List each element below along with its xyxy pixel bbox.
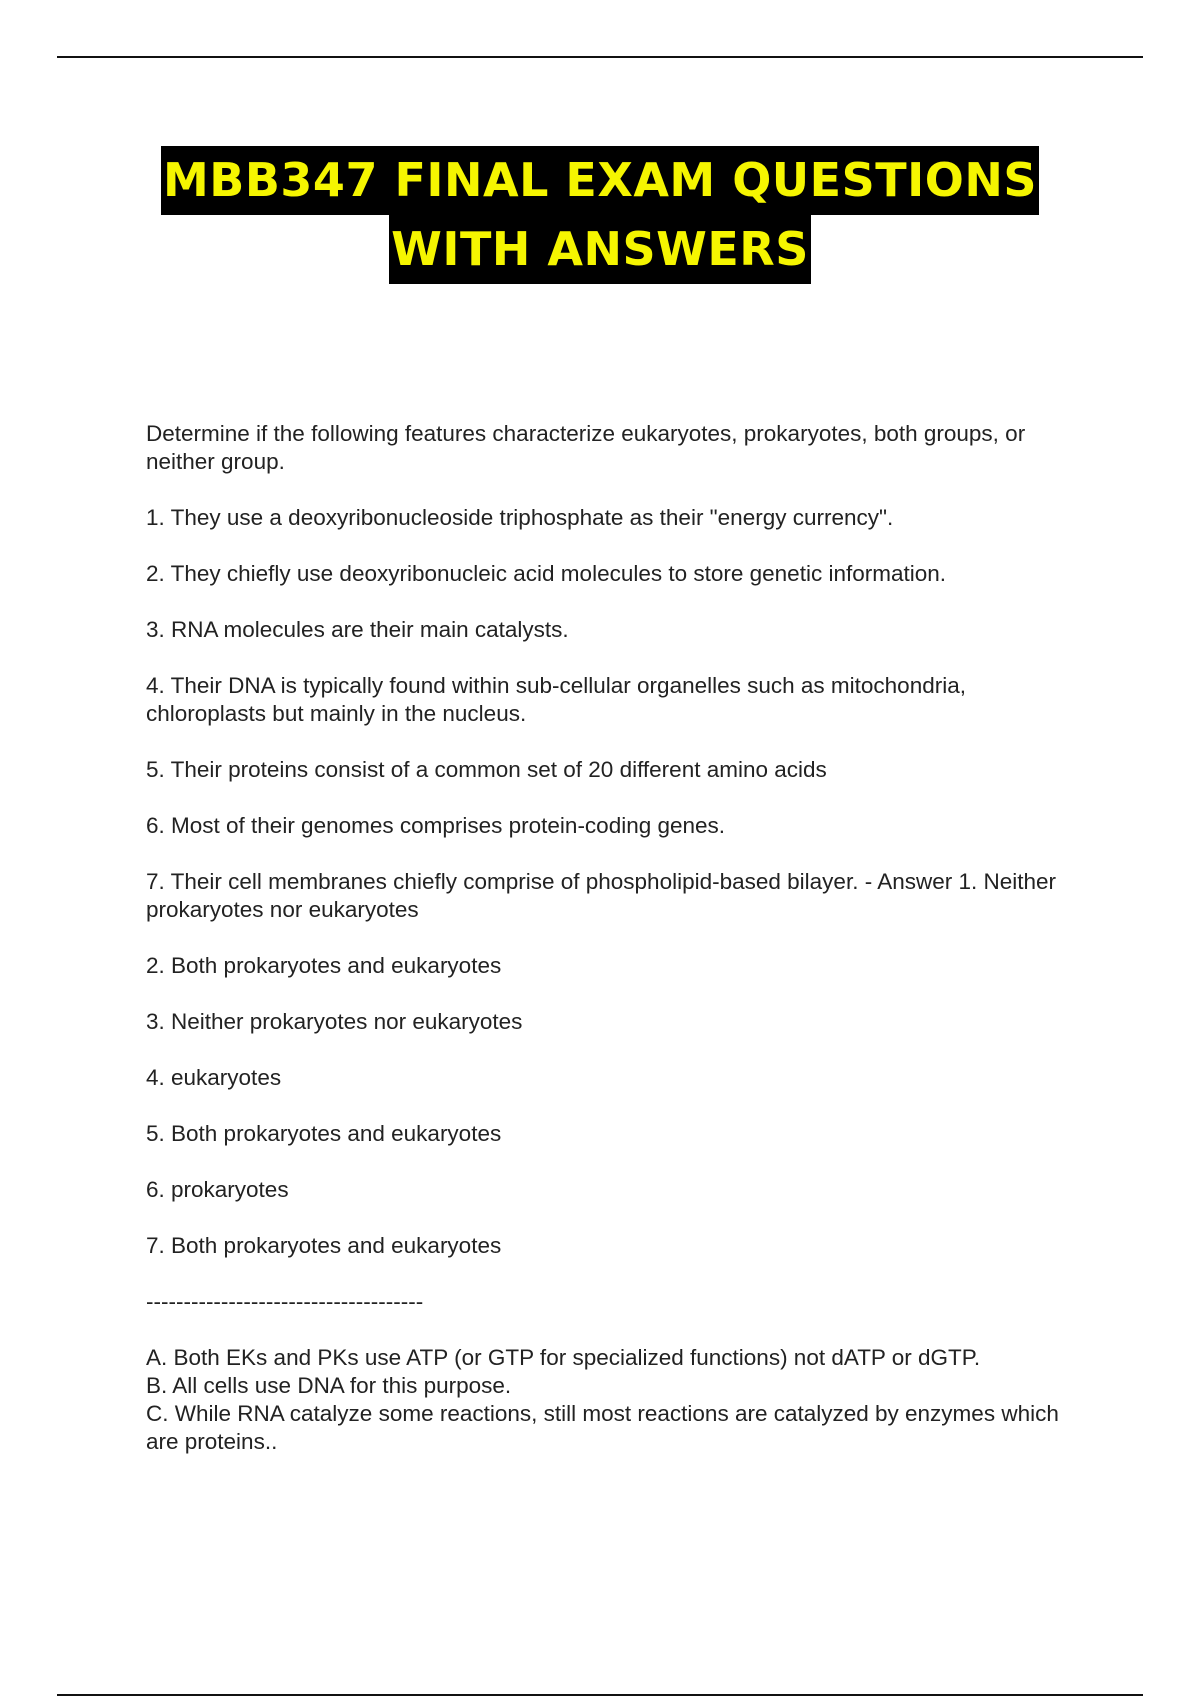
answer-6: 6. prokaryotes (146, 1177, 289, 1202)
explanation-c: C. While RNA catalyze some reactions, still most reactions are catalyzed by enzymes which are proteins.. (146, 1401, 1059, 1454)
answer-4: 4. eukaryotes (146, 1065, 282, 1090)
title-line-2: WITH ANSWERS (389, 215, 811, 284)
question-7: 7. Their cell membranes chiefly comprise of phospholipid-based bilayer. - Answer 1. Neither prokaryotes nor eukaryotes (146, 869, 1057, 922)
explanation-a: A. Both EKs and PKs use ATP (or GTP for specialized functions) not dATP or dGTP. (146, 1345, 981, 1370)
document-body (146, 420, 1076, 1456)
question-2: 2. They chiefly use deoxyribonucleic acid molecules to store genetic information. (146, 561, 947, 586)
question-5: 5. Their proteins consist of a common set of 20 different amino acids (146, 757, 827, 782)
document-title (0, 146, 1200, 284)
question-6: 6. Most of their genomes comprises protein-coding genes. (146, 813, 726, 838)
intro-paragraph: Determine if the following features characterize eukaryotes, prokaryotes, both groups, or neither group. (146, 421, 1026, 474)
title-line-1: MBB347 FINAL EXAM QUESTIONS (161, 146, 1039, 215)
question-1: 1. They use a deoxyribonucleoside triphosphate as their "energy currency". (146, 505, 894, 530)
top-rule (57, 56, 1143, 58)
answer-3: 3. Neither prokaryotes nor eukaryotes (146, 1009, 523, 1034)
separator-line: ------------------------------------- (146, 1289, 424, 1314)
explanation-b: B. All cells use DNA for this purpose. (146, 1373, 512, 1398)
question-3: 3. RNA molecules are their main catalysts. (146, 617, 569, 642)
bottom-rule (57, 1694, 1143, 1696)
answer-2: 2. Both prokaryotes and eukaryotes (146, 953, 502, 978)
answer-7: 7. Both prokaryotes and eukaryotes (146, 1233, 502, 1258)
question-4: 4. Their DNA is typically found within sub-cellular organelles such as mitochondria, chloroplasts but mainly in the nucleus. (146, 673, 966, 726)
answer-5: 5. Both prokaryotes and eukaryotes (146, 1121, 502, 1146)
